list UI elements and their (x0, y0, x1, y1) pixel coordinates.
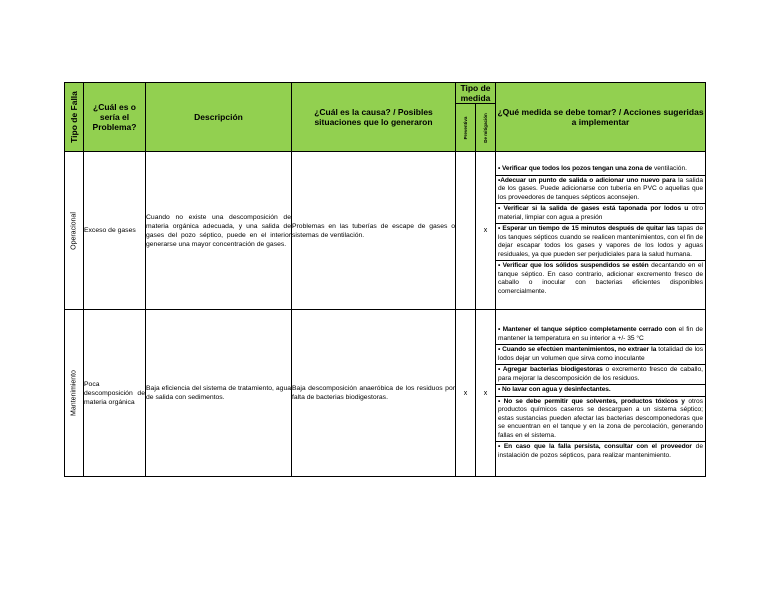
failure-table (64, 82, 706, 477)
mitigacion-mark: x (476, 310, 496, 477)
acciones-cell (496, 310, 706, 477)
action-item: • Mantener el tanque séptico completamente cerrado con el fin de mantener la temperatura en su interior a +/- 35 °C (496, 325, 705, 345)
header-mitigacion: De mitigación (476, 104, 496, 152)
acciones-cell (496, 152, 706, 310)
descripcion-cell: Baja eficiencia del sistema de tratamiento, agua de salida con sedimentos. (146, 310, 292, 477)
action-item: • Esperar un tiempo de 15 minutos después de quitar las tapas de los tanques sépticos cuando se realicen mantenimientos, con el fin de dejar escapar todos los gases y vapores de los lodos y aguas residuales, ya que pueden ser perjudiciales para la salud humana. (496, 224, 705, 261)
tipo-cell: Mantenimiento (65, 310, 84, 477)
table-row (65, 310, 706, 477)
mitigacion-mark: x (476, 152, 496, 310)
causa-cell: Baja descomposición anaeróbica de los residuos por falta de bacterias biodigestoras. (292, 310, 456, 477)
action-item: •Adecuar un punto de salida o adicionar uno nuevo para la salida de los gases. Puede adicionarse con tubería en PVC o aquellas que los proveedores de tanques sépticos aconsejen. (496, 176, 705, 205)
header-preventiva: Preventiva (456, 104, 476, 152)
header-acciones: ¿Qué medida se debe tomar? / Acciones sugeridas a implementar (496, 83, 706, 152)
preventiva-mark (456, 152, 476, 310)
action-item: • En caso que la falla persista, consultar con el proveedor de instalación de pozos sépticos, para realizar mantenimiento. (498, 443, 703, 459)
action-item: • No lavar con agua y desinfectantes. (496, 385, 705, 397)
header-tipo-medida: Tipo de medida (456, 83, 496, 104)
action-item: • Verificar que todos los pozos tengan una zona de ventilación. (496, 164, 705, 176)
action-item: • Cuando se efectúen mantenimientos, no extraer la totalidad de los lodos dejar un volumen que sirva como inoculante (496, 345, 705, 365)
action-item: • Agregar bacterias biodigestoras o excremento fresco de caballo, para mejorar la descomposición de los residuos. (496, 365, 705, 385)
causa-cell: Problemas en las tuberías de escape de gases o sistemas de ventilación. (292, 152, 456, 310)
header-causa: ¿Cuál es la causa? / Posibles situaciones que lo generaron (292, 83, 456, 152)
table-row (65, 152, 706, 310)
preventiva-mark: x (456, 310, 476, 477)
header-descripcion: Descripción (146, 83, 292, 152)
action-item: • Verificar si la salida de gases está taponada por lodos u otro material, limpiar con agua a presión (496, 204, 705, 224)
descripcion-cell: Cuando no existe una descomposición de materia orgánica adecuada, y una salida de gases del pozo séptico, puede en el interior generarse una mayor concentración de gases. (146, 152, 292, 310)
action-item: • No se debe permitir que solventes, productos tóxicos y otros productos químicos caseros se descarguen a un sistema séptico; estas sustancias pueden afectar las bacterias descomponedoras que se encuentran en el tanque y en la zona de percolación, generando fallas en el sistema. (496, 397, 705, 443)
problema-cell: Exceso de gases (84, 152, 146, 310)
header-problema: ¿Cuál es o sería el Problema? (84, 83, 146, 152)
problema-cell: Poca descomposición de materia orgánica (84, 310, 146, 477)
tipo-cell: Operacional (65, 152, 84, 310)
header-tipo-falla: Tipo de Falla (65, 83, 84, 152)
action-item: • Verificar que los sólidos suspendidos se estén decantando en el tanque séptico. En caso contrario, adicionar excremento fresco de caballo o inocular con bacterias eficientes disponibles comercialmente. (498, 262, 703, 295)
